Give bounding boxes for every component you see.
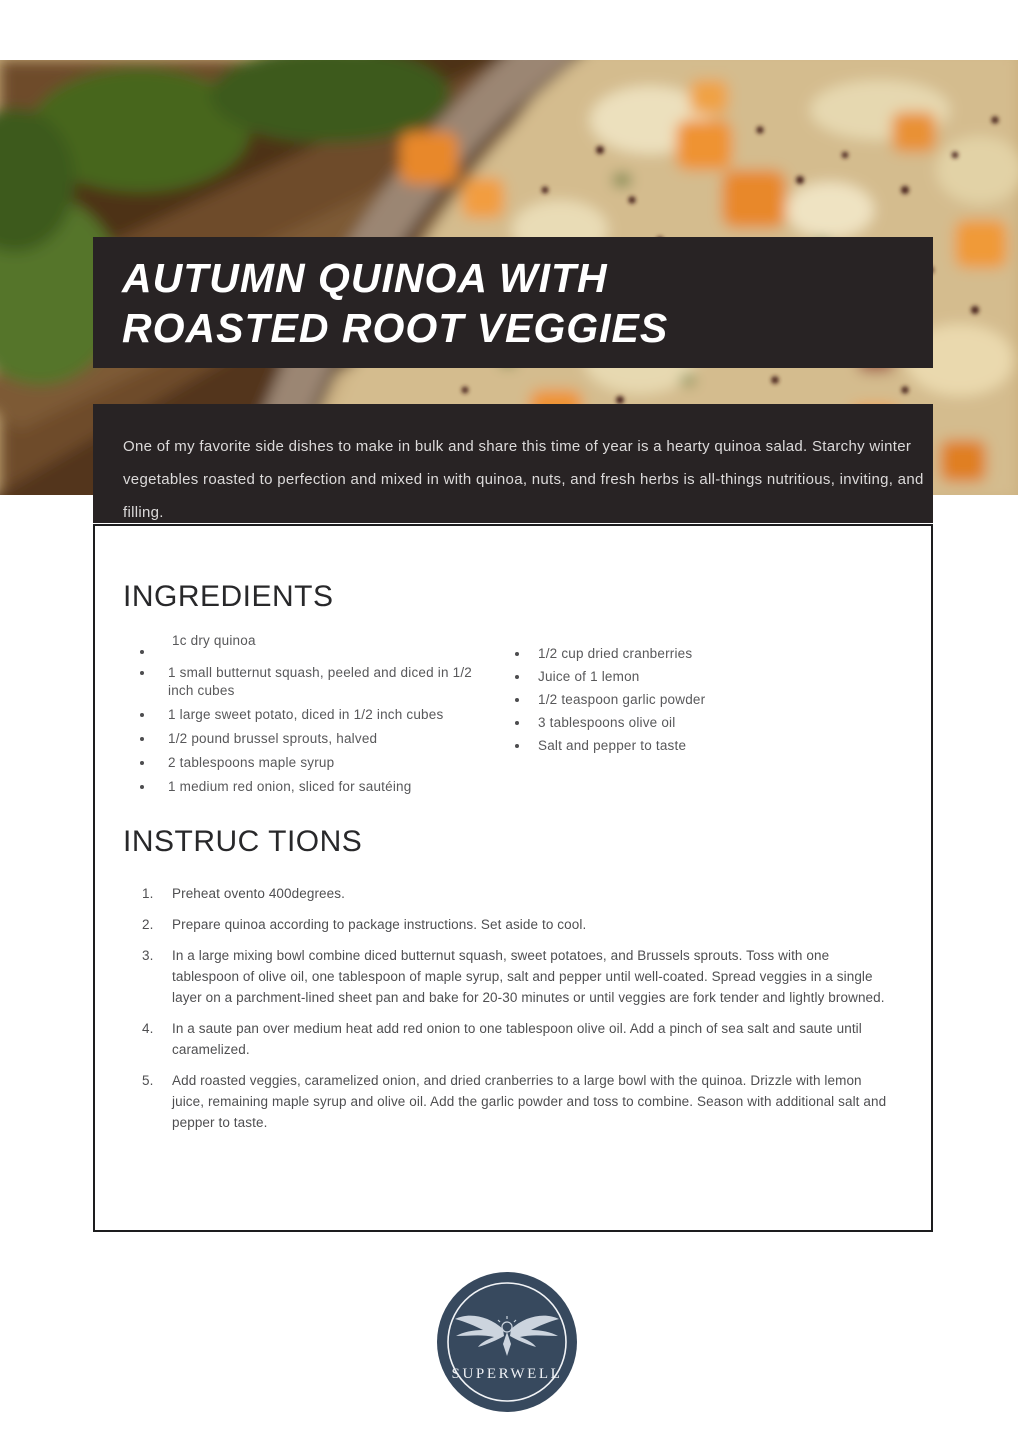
instructions-heading: INSTRUC TIONS [123, 825, 363, 858]
instruction-step [142, 883, 892, 904]
ingredient-item: 1/2 teaspoon garlic powder [515, 691, 845, 709]
bullet-icon [140, 713, 144, 717]
page-title-line1: AUTUMN QUINOA WITH [122, 255, 608, 301]
bullet-icon [140, 785, 144, 789]
recipe-card [93, 524, 933, 1232]
instruction-step [142, 945, 892, 1008]
ingredient-item: Salt and pepper to taste [515, 737, 845, 755]
ingredient-item: 1 medium red onion, sliced for sautéing [140, 778, 480, 796]
bullet-icon [140, 761, 144, 765]
ingredient-item: 1 large sweet potato, diced in 1/2 inch cubes [140, 706, 480, 724]
instruction-step [142, 1070, 892, 1133]
bullet-icon [515, 698, 519, 702]
intro-paragraph: One of my favorite side dishes to make in bulk and share this time of year is a hearty quinoa salad. Starchy winter vegetables roasted to perfection and mixed in with quinoa, nuts, and fresh herbs is all-things nutritious, inviting, and filling. [123, 438, 924, 521]
ingredients-heading: INGREDIENTS [123, 580, 334, 613]
intro-box [93, 404, 933, 523]
ingredient-item: 2 tablespoons maple syrup [140, 754, 480, 772]
bullet-icon [515, 652, 519, 656]
page-title [122, 253, 913, 353]
step-text: Add roasted veggies, caramelized onion, and dried cranberries to a large bowl with the quinoa. Drizzle with lemon juice, remaining maple syrup and olive oil. Add the garlic powder and toss to combine. Season with additional salt and pepper to taste. [172, 1073, 887, 1130]
brand-name: SUPERWELL [451, 1366, 563, 1382]
superwell-logo [437, 1272, 577, 1412]
instruction-step [142, 1018, 892, 1060]
title-box [93, 237, 933, 368]
step-number: 1. [142, 886, 154, 901]
step-number: 3. [142, 948, 154, 963]
ingredient-item: 1 small butternut squash, peeled and diced in 1/2 inch cubes [140, 664, 480, 700]
step-number: 5. [142, 1073, 154, 1088]
bullet-icon [140, 737, 144, 741]
ingredient-item: 1/2 pound brussel sprouts, halved [140, 730, 480, 748]
page-title-line2: ROASTED ROOT VEGGIES [122, 305, 669, 351]
step-number: 2. [142, 917, 154, 932]
ingredient-item: 1c dry quinoa [140, 632, 480, 650]
bullet-icon [515, 675, 519, 679]
bullet-icon [140, 650, 144, 654]
ingredient-item: 3 tablespoons olive oil [515, 714, 845, 732]
step-text: Prepare quinoa according to package instructions. Set aside to cool. [172, 917, 587, 932]
instruction-step [142, 914, 892, 935]
instructions-steps [142, 883, 892, 1143]
bullet-icon [515, 721, 519, 725]
bullet-icon [140, 671, 144, 675]
ingredient-item: 1/2 cup dried cranberries [515, 645, 845, 663]
ingredients-list-right [515, 645, 845, 760]
step-number: 4. [142, 1021, 154, 1036]
step-text: In a large mixing bowl combine diced butternut squash, sweet potatoes, and Brussels sprouts. Toss with one tablespoon of olive oil, one tablespoon of maple syrup, salt and pepper until well-coated. Spread veggies in a single layer on a parchment-lined sheet pan and bake for 20-30 minutes or until veggies are fork tender and lightly browned. [172, 948, 885, 1005]
ingredient-item: Juice of 1 lemon [515, 668, 845, 686]
step-text: In a saute pan over medium heat add red onion to one tablespoon olive oil. Add a pinch of sea salt and saute until caramelized. [172, 1021, 862, 1057]
bullet-icon [515, 744, 519, 748]
ingredients-list-left [140, 632, 480, 802]
step-text: Preheat ovento 400degrees. [172, 886, 345, 901]
